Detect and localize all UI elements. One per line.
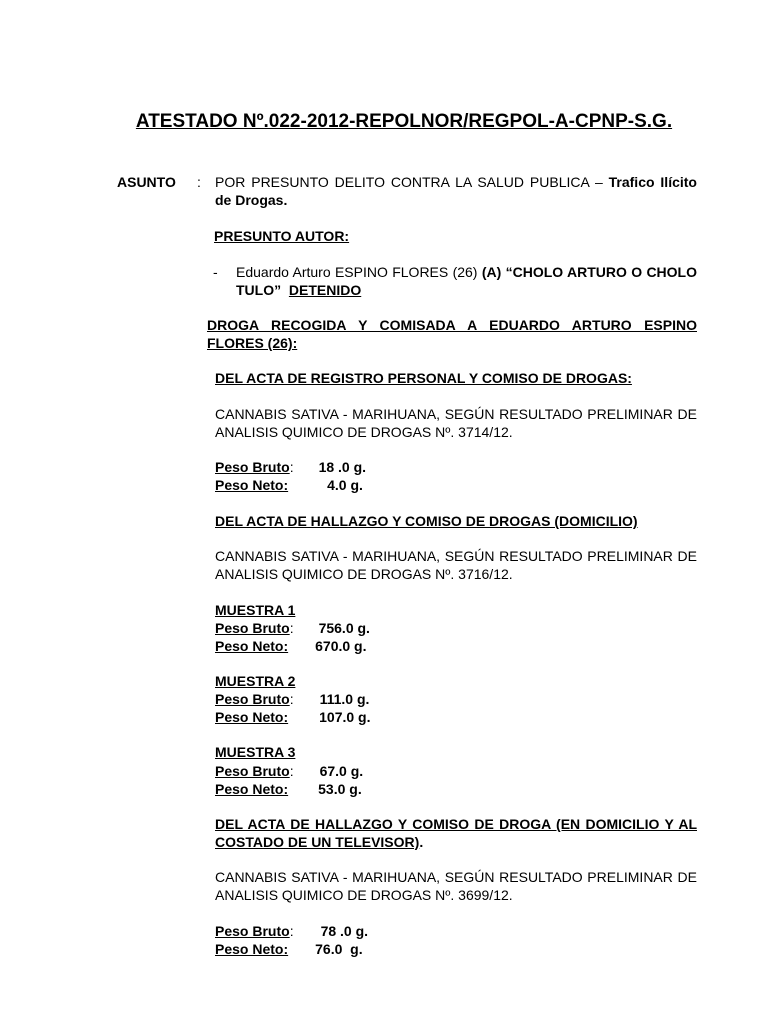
asunto-text-bold: Trafico Ilícito de Drogas.: [215, 174, 697, 208]
peso-bruto-value: 756.0 g.: [318, 620, 370, 636]
muestra-1-title: MUESTRA 1: [215, 602, 296, 618]
peso-neto-value: 107.0 g.: [319, 709, 371, 725]
peso-neto-label: Peso Neto:: [215, 638, 289, 654]
peso-bruto-label: Peso Bruto: [215, 763, 290, 779]
peso-bruto-value: 111.0 g.: [319, 691, 370, 707]
peso-bruto-label: Peso Bruto: [215, 691, 290, 707]
asunto-text: [215, 173, 697, 209]
asunto-colon: :: [197, 174, 201, 190]
peso-bruto-label: Peso Bruto: [215, 923, 290, 939]
muestra-2-peso-neto: [215, 708, 371, 726]
peso-bruto-colon: :: [289, 691, 294, 707]
muestra-1-peso-bruto: [215, 619, 370, 637]
section-3-description: CANNABIS SATIVA - MARIHUANA, SEGÚN RESULTADO PRELIMINAR DE ANALISIS QUIMICO DE DROGAS Nº. 3699/12.: [215, 869, 697, 903]
autor-name: Eduardo Arturo ESPINO FLORES (26): [236, 264, 482, 280]
autor-status: DETENIDO: [288, 282, 362, 298]
peso-bruto-value: 18 .0 g.: [318, 459, 367, 475]
section-2-description: CANNABIS SATIVA - MARIHUANA, SEGÚN RESULTADO PRELIMINAR DE ANALISIS QUIMICO DE DROGAS Nº. 3716/12.: [215, 548, 697, 582]
section-3-peso-neto: [215, 940, 363, 958]
asunto-label: ASUNTO: [117, 174, 176, 190]
peso-bruto-label: Peso Bruto: [215, 620, 290, 636]
muestra-2-peso-bruto: [215, 690, 369, 708]
peso-bruto-colon: :: [289, 763, 294, 779]
document-title: ATESTADO Nº.022-2012-REPOLNOR/REGPOL-A-CPNP-S.G.: [135, 111, 673, 132]
section-3-peso-bruto: [215, 922, 368, 940]
peso-neto-value: 76.0 g.: [315, 941, 363, 957]
section-1-heading: DEL ACTA DE REGISTRO PERSONAL Y COMISO DE DROGAS:: [215, 370, 632, 386]
muestra-3-peso-neto: [215, 780, 362, 798]
peso-bruto-colon: :: [289, 923, 294, 939]
peso-neto-label: Peso Neto:: [215, 941, 289, 957]
peso-bruto-value: 67.0 g.: [319, 763, 364, 779]
peso-neto-label: Peso Neto:: [215, 781, 289, 797]
section-1-description: CANNABIS SATIVA - MARIHUANA, SEGÚN RESULTADO PRELIMINAR DE ANALISIS QUIMICO DE DROGAS Nº. 3714/12.: [215, 406, 697, 440]
section-3-heading-text: DEL ACTA DE HALLAZGO Y COMISO DE DROGA (EN DOMICILIO Y AL COSTADO DE UN TELEVISOR): [215, 816, 697, 850]
peso-bruto-colon: :: [289, 620, 294, 636]
muestra-3-title: MUESTRA 3: [215, 744, 296, 760]
peso-neto-value: 4.0 g.: [327, 477, 363, 493]
peso-bruto-colon: :: [289, 459, 294, 475]
presunto-autor-heading: PRESUNTO AUTOR:: [214, 228, 350, 244]
section-1-peso-bruto: [215, 458, 366, 476]
peso-neto-label: Peso Neto:: [215, 477, 289, 493]
section-3-heading-period: .: [419, 834, 424, 850]
section-3-heading: [215, 815, 697, 851]
peso-bruto-label: Peso Bruto: [215, 459, 290, 475]
muestra-2-title: MUESTRA 2: [215, 673, 296, 689]
muestra-3-peso-bruto: [215, 762, 363, 780]
peso-neto-value: 53.0 g.: [318, 781, 362, 797]
peso-neto-value: 670.0 g.: [315, 638, 367, 654]
asunto-text-regular: POR PRESUNTO DELITO CONTRA LA SALUD PUBLICA –: [215, 174, 609, 190]
peso-bruto-value: 78 .0 g.: [320, 923, 369, 939]
autor-entry: [236, 263, 697, 299]
autor-alias: (A) “CHOLO ARTURO O CHOLO TULO”: [236, 264, 697, 298]
autor-bullet: -: [213, 264, 218, 280]
muestra-1-peso-neto: [215, 637, 367, 655]
section-2-heading: DEL ACTA DE HALLAZGO Y COMISO DE DROGAS (DOMICILIO): [215, 513, 638, 529]
droga-heading: DROGA RECOGIDA Y COMISADA A EDUARDO ARTURO ESPINO FLORES (26):: [207, 317, 697, 351]
peso-neto-label: Peso Neto:: [215, 709, 289, 725]
section-1-peso-neto: [215, 476, 363, 494]
